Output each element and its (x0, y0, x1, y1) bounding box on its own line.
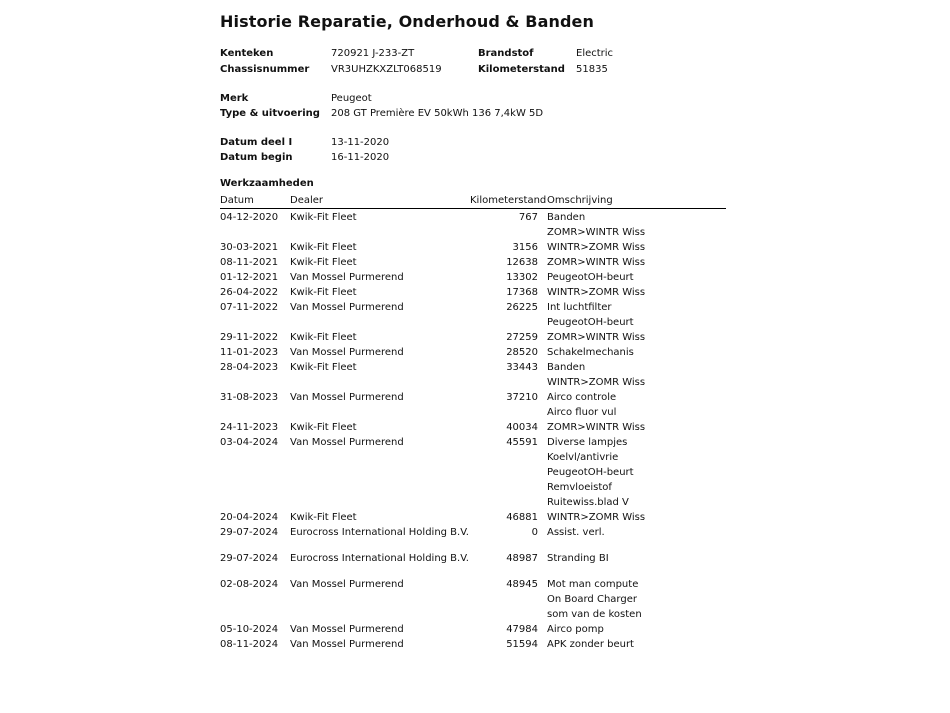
table-row (220, 255, 726, 270)
cell-kilometerstand: 51594 (506, 639, 538, 650)
cell-dealer: Kwik-Fit Fleet (290, 362, 357, 373)
omschrijving-line: On Board Charger (547, 594, 637, 605)
brandstof-label: Brandstof (478, 48, 534, 59)
table-row (220, 390, 726, 420)
cell-omschrijving (547, 345, 634, 360)
header-kilometerstand: Kilometerstand (470, 195, 547, 206)
cell-datum: 20-04-2024 (220, 512, 279, 523)
type-label: Type & uitvoering (220, 108, 320, 119)
table-row (220, 300, 726, 330)
table-row (220, 285, 726, 300)
cell-datum: 26-04-2022 (220, 287, 279, 298)
table-row (220, 622, 726, 637)
omschrijving-line: WINTR>ZOMR Wiss (547, 377, 646, 388)
omschrijving-line: Airco pomp (547, 624, 604, 635)
cell-omschrijving (547, 420, 645, 435)
datum-deel-value: 13-11-2020 (331, 137, 390, 148)
omschrijving-line: PeugeotOH-beurt (547, 317, 634, 328)
cell-omschrijving (547, 577, 642, 622)
cell-dealer: Kwik-Fit Fleet (290, 242, 357, 253)
cell-kilometerstand: 0 (531, 527, 538, 538)
header-dealer: Dealer (290, 195, 324, 206)
cell-kilometerstand: 47984 (506, 624, 538, 635)
cell-dealer: Van Mossel Purmerend (290, 392, 404, 403)
omschrijving-line: Koelvl/antivrie (547, 452, 619, 463)
omschrijving-line: WINTR>ZOMR Wiss (547, 287, 646, 298)
omschrijving-line: Mot man compute (547, 579, 639, 590)
cell-kilometerstand: 767 (518, 212, 538, 223)
cell-omschrijving (547, 285, 645, 300)
cell-datum: 11-01-2023 (220, 347, 279, 358)
cell-kilometerstand: 3156 (512, 242, 538, 253)
cell-dealer: Kwik-Fit Fleet (290, 287, 357, 298)
cell-omschrijving (547, 622, 604, 637)
cell-kilometerstand: 46881 (506, 512, 538, 523)
cell-dealer: Eurocross International Holding B.V. (290, 527, 469, 538)
cell-datum: 28-04-2023 (220, 362, 279, 373)
omschrijving-line: Airco fluor vul (547, 407, 617, 418)
table-row (220, 551, 726, 577)
cell-dealer: Van Mossel Purmerend (290, 272, 404, 283)
table-row (220, 240, 726, 255)
kenteken-value: 720921 J-233-ZT (331, 48, 415, 59)
cell-dealer: Kwik-Fit Fleet (290, 422, 357, 433)
omschrijving-line: Remvloeistof (547, 482, 612, 493)
cell-datum: 07-11-2022 (220, 302, 279, 313)
cell-omschrijving (547, 330, 645, 345)
cell-dealer: Kwik-Fit Fleet (290, 332, 357, 343)
merk-label: Merk (220, 93, 249, 104)
chassis-value: VR3UHZKXZLT068519 (331, 64, 442, 75)
table-body (220, 210, 726, 652)
table-row (220, 210, 726, 240)
cell-kilometerstand: 48987 (506, 553, 538, 564)
merk-value: Peugeot (331, 93, 372, 104)
cell-dealer: Van Mossel Purmerend (290, 639, 404, 650)
cell-dealer: Van Mossel Purmerend (290, 347, 404, 358)
kenteken-label: Kenteken (220, 48, 274, 59)
cell-dealer: Eurocross International Holding B.V. (290, 553, 469, 564)
cell-datum: 05-10-2024 (220, 624, 279, 635)
cell-omschrijving (547, 255, 645, 270)
cell-omschrijving (547, 210, 645, 240)
cell-omschrijving (547, 637, 634, 652)
cell-omschrijving (547, 510, 645, 525)
cell-omschrijving (547, 240, 645, 255)
cell-omschrijving (547, 360, 645, 390)
omschrijving-line: Int luchtfilter (547, 302, 612, 313)
omschrijving-line: PeugeotOH-beurt (547, 272, 634, 283)
cell-kilometerstand: 26225 (506, 302, 538, 313)
cell-datum: 02-08-2024 (220, 579, 279, 590)
cell-datum: 31-08-2023 (220, 392, 279, 403)
cell-omschrijving (547, 270, 634, 285)
omschrijving-line: PeugeotOH-beurt (547, 467, 634, 478)
cell-datum: 03-04-2024 (220, 437, 279, 448)
omschrijving-line: Banden (547, 362, 586, 373)
omschrijving-line: ZOMR>WINTR Wiss (547, 227, 646, 238)
werkzaamheden-table (220, 195, 726, 652)
brandstof-value: Electric (576, 48, 614, 59)
cell-kilometerstand: 33443 (506, 362, 538, 373)
cell-dealer: Van Mossel Purmerend (290, 624, 404, 635)
cell-datum: 24-11-2023 (220, 422, 279, 433)
cell-dealer: Van Mossel Purmerend (290, 302, 404, 313)
cell-dealer: Van Mossel Purmerend (290, 579, 404, 590)
cell-kilometerstand: 13302 (506, 272, 538, 283)
table-row (220, 270, 726, 285)
cell-dealer: Kwik-Fit Fleet (290, 512, 357, 523)
omschrijving-line: Banden (547, 212, 586, 223)
chassis-label: Chassisnummer (220, 64, 310, 75)
cell-omschrijving (547, 551, 609, 566)
cell-datum: 29-11-2022 (220, 332, 279, 343)
cell-datum: 29-07-2024 (220, 553, 279, 564)
cell-datum: 01-12-2021 (220, 272, 279, 283)
omschrijving-line: ZOMR>WINTR Wiss (547, 257, 646, 268)
omschrijving-line: Diverse lampjes (547, 437, 628, 448)
cell-kilometerstand: 28520 (506, 347, 538, 358)
table-row (220, 637, 726, 652)
table-row (220, 330, 726, 345)
header-omschrijving: Omschrijving (547, 195, 613, 206)
type-value: 208 GT Première EV 50kWh 136 7,4kW 5D (331, 108, 544, 119)
cell-kilometerstand: 40034 (506, 422, 538, 433)
omschrijving-line: Assist. verl. (547, 527, 605, 538)
table-row (220, 577, 726, 622)
werkzaamheden-title: Werkzaamheden (220, 178, 314, 189)
table-header (220, 195, 726, 209)
cell-dealer: Van Mossel Purmerend (290, 437, 404, 448)
cell-kilometerstand: 45591 (506, 437, 538, 448)
table-row (220, 525, 726, 551)
table-row (220, 510, 726, 525)
kilometerstand-label: Kilometerstand (478, 64, 565, 75)
datum-begin-label: Datum begin (220, 152, 293, 163)
cell-datum: 08-11-2024 (220, 639, 279, 650)
omschrijving-line: WINTR>ZOMR Wiss (547, 512, 646, 523)
cell-datum: 29-07-2024 (220, 527, 279, 538)
omschrijving-line: Schakelmechanis (547, 347, 634, 358)
cell-datum: 08-11-2021 (220, 257, 279, 268)
table-row (220, 435, 726, 510)
cell-kilometerstand: 37210 (506, 392, 538, 403)
cell-kilometerstand: 12638 (506, 257, 538, 268)
omschrijving-line: APK zonder beurt (547, 639, 634, 650)
omschrijving-line: Stranding BI (547, 553, 609, 564)
cell-omschrijving (547, 300, 634, 330)
page-title: Historie Reparatie, Onderhoud & Banden (220, 12, 594, 31)
omschrijving-line: Airco controle (547, 392, 617, 403)
cell-omschrijving (547, 390, 616, 420)
cell-kilometerstand: 27259 (506, 332, 538, 343)
header-datum: Datum (220, 195, 254, 206)
cell-datum: 04-12-2020 (220, 212, 279, 223)
table-row (220, 420, 726, 435)
omschrijving-line: Ruitewiss.blad V (547, 497, 629, 508)
cell-kilometerstand: 17368 (506, 287, 538, 298)
omschrijving-line: WINTR>ZOMR Wiss (547, 242, 646, 253)
kilometerstand-value: 51835 (576, 64, 608, 75)
cell-dealer: Kwik-Fit Fleet (290, 257, 357, 268)
datum-deel-label: Datum deel I (220, 137, 293, 148)
omschrijving-line: som van de kosten (547, 609, 642, 620)
cell-omschrijving (547, 435, 634, 510)
table-row (220, 360, 726, 390)
cell-dealer: Kwik-Fit Fleet (290, 212, 357, 223)
cell-datum: 30-03-2021 (220, 242, 279, 253)
omschrijving-line: ZOMR>WINTR Wiss (547, 332, 646, 343)
cell-kilometerstand: 48945 (506, 579, 538, 590)
cell-omschrijving (547, 525, 605, 540)
table-row (220, 345, 726, 360)
datum-begin-value: 16-11-2020 (331, 152, 390, 163)
omschrijving-line: ZOMR>WINTR Wiss (547, 422, 646, 433)
